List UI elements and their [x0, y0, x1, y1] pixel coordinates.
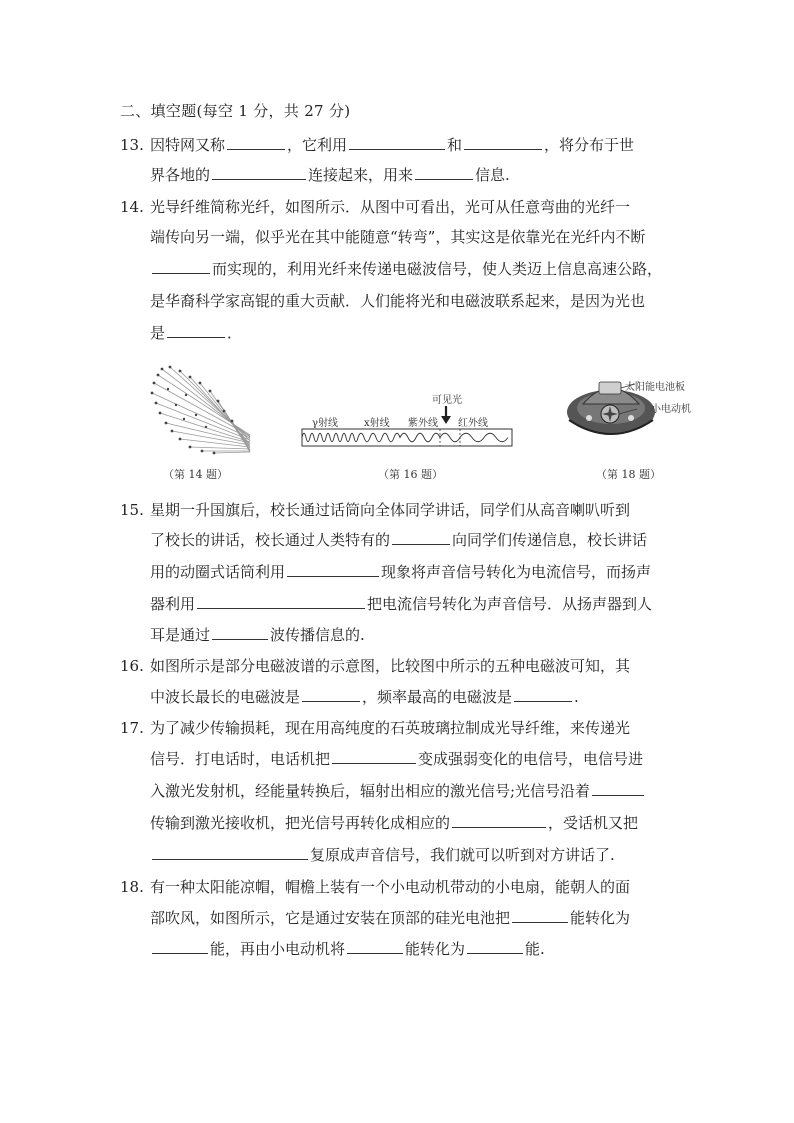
figure-16-caption: （第 16 题）	[378, 468, 443, 481]
answer-blank[interactable]	[212, 621, 268, 640]
answer-blank[interactable]	[415, 161, 473, 180]
answer-blank[interactable]	[467, 935, 523, 954]
answer-blank[interactable]	[347, 935, 403, 954]
x-ray-label: x射线	[364, 418, 390, 429]
q15-line-1: 15. 星期一升国旗后，校长通过话筒向全体同学讲话，同学们从高音喇叭听到	[120, 495, 630, 525]
q13-line-1: 13. 因特网又称 ，它利用 和 ，将分布于世	[120, 130, 634, 160]
section-title: 二、填空题(每空 1 分，共 27 分)	[120, 102, 351, 120]
answer-blank[interactable]	[592, 777, 644, 796]
q18-number: 18.	[120, 878, 144, 896]
infrared-label: 红外线	[458, 418, 488, 429]
q15-line-4: 器利用 把电流信号转化为声音信号．从扬声器到人	[150, 589, 652, 619]
q18-line-3: 能，再由小电动机将 能转化为 能.	[150, 934, 545, 964]
figure-18-caption: （第 18 题）	[596, 468, 661, 481]
answer-blank[interactable]	[392, 526, 450, 545]
answer-blank[interactable]	[152, 841, 308, 860]
motor-label: 小电动机	[651, 404, 691, 415]
optical-fiber-image	[150, 365, 252, 455]
q17-line-5: 复原成声音信号，我们就可以听到对方讲话了.	[150, 840, 615, 870]
answer-blank[interactable]	[302, 683, 360, 702]
answer-blank[interactable]	[152, 255, 210, 274]
q17-line-2: 信号．打电话时，电话机把 变成强弱变化的电信号，电信号进	[150, 744, 643, 774]
q14-line-1: 14. 光导纤维简称光纤，如图所示．从图中可看出，光可从任意弯曲的光纤一	[120, 192, 630, 222]
figure-14-caption: （第 14 题）	[163, 468, 228, 481]
q15-number: 15.	[120, 501, 144, 519]
q18-line-2: 部吹风，如图所示，它是通过安装在顶部的硅光电池把 能转化为	[150, 903, 630, 933]
gamma-ray-label: γ射线	[312, 418, 338, 429]
q17-line-4: 传输到激光接收机，把光信号再转化成相应的 ，受话机又把	[150, 808, 638, 838]
answer-blank[interactable]	[212, 161, 306, 180]
q16-line-1: 16. 如图所示是部分电磁波谱的示意图，比较图中所示的五种电磁波可知，其	[120, 651, 630, 681]
q15-line-2: 了校长的讲话，校长通过人类特有的 向同学们传递信息，校长讲话	[150, 525, 647, 555]
q14-line-3: 而实现的，利用光纤来传递电磁波信号，使人类迈上信息高速公路，	[150, 254, 662, 284]
q16-line-2: 中波长最长的电磁波是 ，频率最高的电磁波是 .	[150, 682, 579, 712]
q18-line-1: 18. 有一种太阳能凉帽，帽檐上装有一个小电动机带动的小电扇，能朝人的面	[120, 872, 630, 902]
answer-blank[interactable]	[167, 319, 225, 338]
q15-line-3: 用的动圈式话筒利用 现象将声音信号转化为电流信号，而扬声	[150, 557, 651, 587]
q14-line-5: 是 ．	[150, 318, 242, 348]
q17-line-3: 入激光发射机，经能量转换后，辐射出相应的激光信号;光信号沿着	[150, 776, 646, 806]
solar-hat-image	[565, 368, 695, 450]
answer-blank[interactable]	[464, 131, 542, 150]
answer-blank[interactable]	[332, 745, 416, 764]
answer-blank[interactable]	[452, 809, 546, 828]
answer-blank[interactable]	[152, 935, 208, 954]
answer-blank[interactable]	[197, 590, 365, 609]
q14-line-2: 端传向另一端，似乎光在其中能随意“转弯”，其实这是依靠光在光纤内不断	[150, 228, 646, 246]
answer-blank[interactable]	[512, 904, 568, 923]
q13-number: 13.	[120, 136, 144, 154]
q14-line-4: 是华裔科学家高锟的重大贡献．人们能将光和电磁波联系起来，是因为光也	[150, 292, 646, 310]
q13-line-2: 界各地的 连接起来，用来 信息.	[150, 160, 510, 190]
q17-number: 17.	[120, 719, 144, 737]
visible-light-label: 可见光	[432, 395, 462, 406]
q15-line-5: 耳是通过 波传播信息的.	[150, 620, 365, 650]
q14-number: 14.	[120, 198, 144, 216]
answer-blank[interactable]	[287, 558, 379, 577]
answer-blank[interactable]	[514, 683, 572, 702]
q16-number: 16.	[120, 657, 144, 675]
answer-blank[interactable]	[349, 131, 445, 150]
ultraviolet-label: 紫外线	[408, 418, 438, 429]
answer-blank[interactable]	[227, 131, 285, 150]
em-spectrum-diagram	[300, 392, 516, 448]
solar-panel-label: 太阳能电池板	[625, 382, 685, 393]
q17-line-1: 17. 为了减少传输损耗，现在用高纯度的石英玻璃拉制成光导纤维，来传递光	[120, 713, 630, 743]
